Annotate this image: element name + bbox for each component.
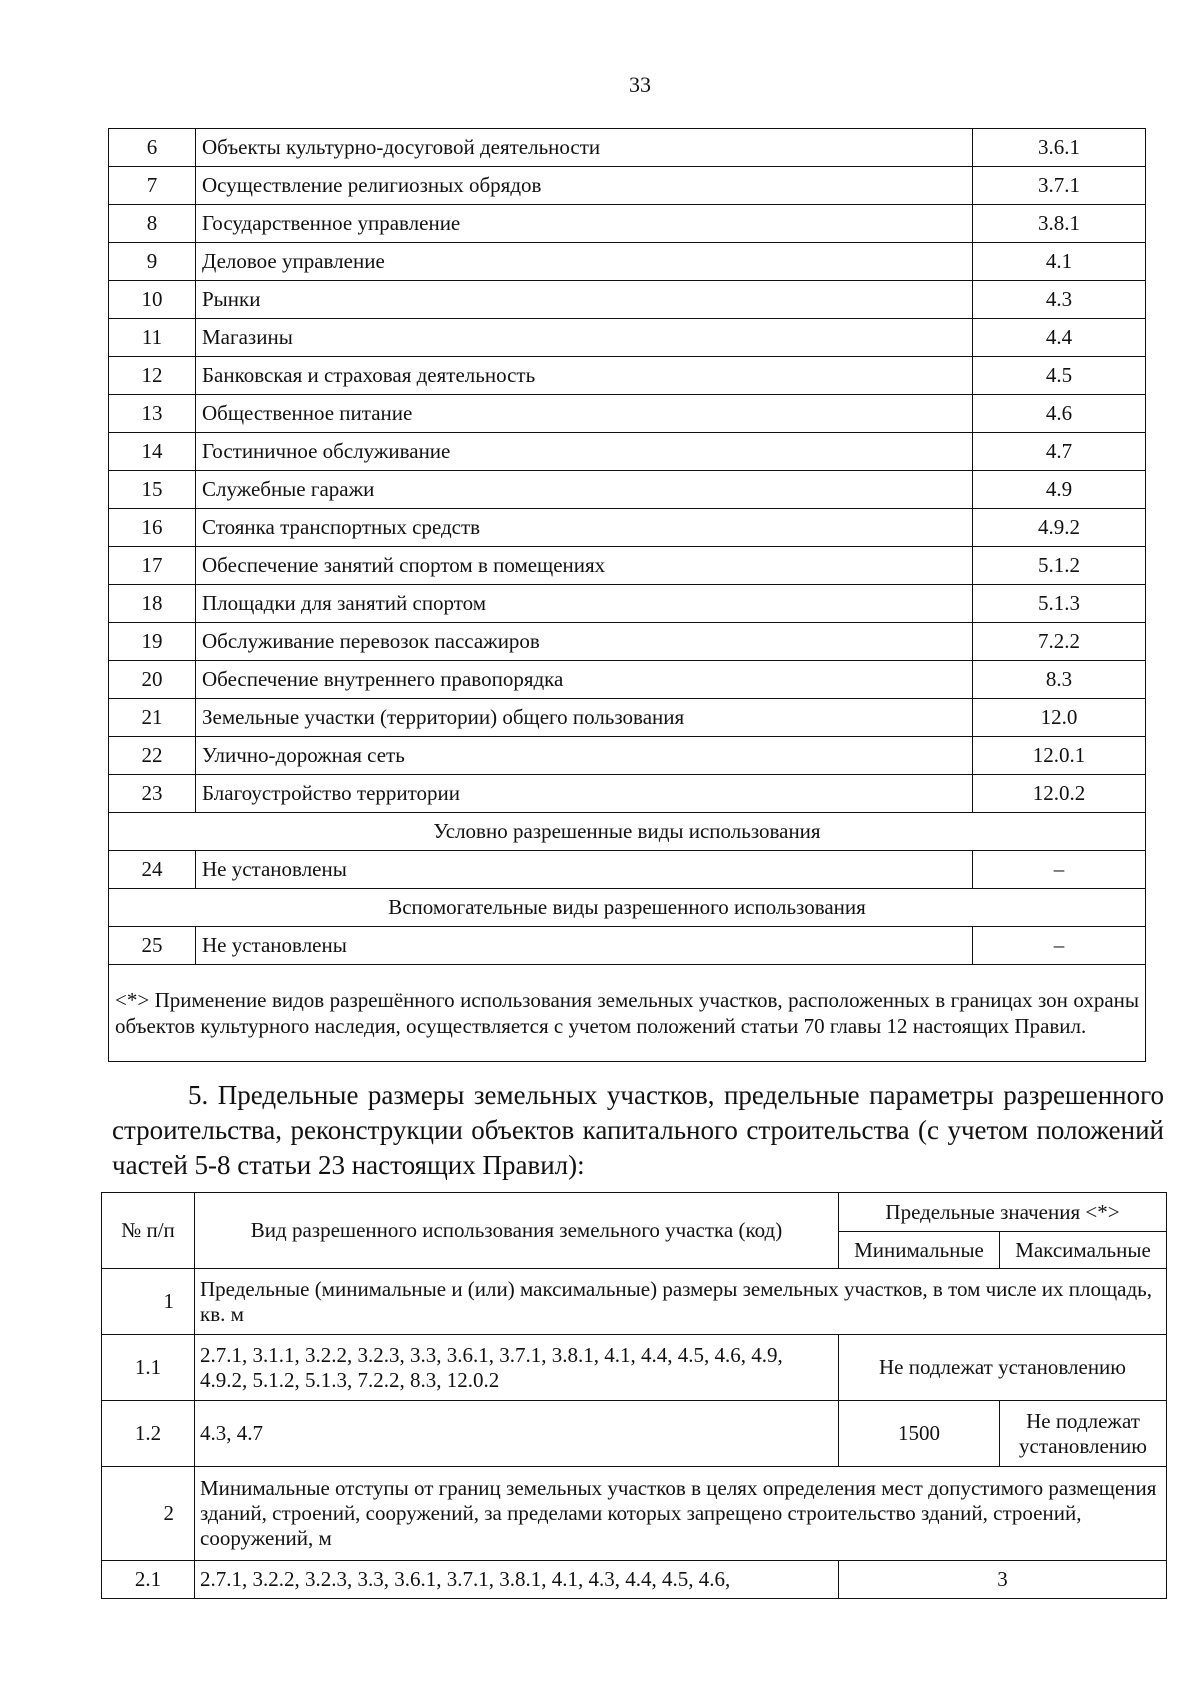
table-row bbox=[102, 1467, 1167, 1561]
row-max: Не подлежат установлению bbox=[1000, 1401, 1167, 1467]
table-row bbox=[109, 509, 1146, 547]
table-row bbox=[102, 1335, 1167, 1401]
use-name: Гостиничное обслуживание bbox=[196, 433, 973, 471]
header-min: Минимальные bbox=[839, 1232, 1000, 1269]
row-number: 24 bbox=[109, 851, 196, 889]
table-row bbox=[109, 851, 1146, 889]
use-code: 4.9.2 bbox=[973, 509, 1146, 547]
table-row bbox=[109, 699, 1146, 737]
footnote-row bbox=[109, 965, 1146, 1062]
row-number: 19 bbox=[109, 623, 196, 661]
use-name: Обеспечение занятий спортом в помещениях bbox=[196, 547, 973, 585]
row-min: 1500 bbox=[839, 1401, 1000, 1467]
header-max: Максимальные bbox=[1000, 1232, 1167, 1269]
use-name: Осуществление религиозных обрядов bbox=[196, 167, 973, 205]
row-value: Не подлежат установлению bbox=[839, 1335, 1167, 1401]
row-number: 21 bbox=[109, 699, 196, 737]
row-number: 1.2 bbox=[102, 1401, 195, 1467]
use-code: 4.3 bbox=[973, 281, 1146, 319]
use-code: 4.9 bbox=[973, 471, 1146, 509]
use-code: 5.1.3 bbox=[973, 585, 1146, 623]
section-row-auxiliary bbox=[109, 889, 1146, 927]
use-name: Рынки bbox=[196, 281, 973, 319]
table-row bbox=[109, 775, 1146, 813]
use-name: Не установлены bbox=[196, 851, 973, 889]
use-code: 12.0 bbox=[973, 699, 1146, 737]
row-number: 9 bbox=[109, 243, 196, 281]
use-name: Не установлены bbox=[196, 927, 973, 965]
use-code: – bbox=[973, 927, 1146, 965]
table-row bbox=[109, 167, 1146, 205]
page-number: 33 bbox=[629, 72, 651, 97]
row-number: 7 bbox=[109, 167, 196, 205]
use-name: Объекты культурно-досуговой деятельности bbox=[196, 129, 973, 167]
header-kind: Вид разрешенного использования земельного участка (код) bbox=[195, 1193, 839, 1269]
table-row bbox=[109, 319, 1146, 357]
row-number: 18 bbox=[109, 585, 196, 623]
use-code: 3.7.1 bbox=[973, 167, 1146, 205]
table-row bbox=[102, 1401, 1167, 1467]
table-row bbox=[109, 395, 1146, 433]
limits-table bbox=[101, 1192, 1167, 1599]
section-header: Условно разрешенные виды использования bbox=[109, 813, 1146, 851]
table-row bbox=[109, 129, 1146, 167]
use-name: Банковская и страховая деятельность bbox=[196, 357, 973, 395]
table-row bbox=[109, 471, 1146, 509]
row-number: 16 bbox=[109, 509, 196, 547]
row-number: 1.1 bbox=[102, 1335, 195, 1401]
row-number: 2 bbox=[102, 1467, 195, 1561]
use-code: 12.0.1 bbox=[973, 737, 1146, 775]
row-number: 15 bbox=[109, 471, 196, 509]
row-value: 3 bbox=[839, 1561, 1167, 1599]
permitted-uses-table bbox=[108, 128, 1146, 1062]
use-name: Земельные участки (территории) общего пользования bbox=[196, 699, 973, 737]
use-name: Общественное питание bbox=[196, 395, 973, 433]
table-row bbox=[109, 661, 1146, 699]
use-code: 4.4 bbox=[973, 319, 1146, 357]
use-code: 4.6 bbox=[973, 395, 1146, 433]
row-number: 23 bbox=[109, 775, 196, 813]
table-row bbox=[109, 623, 1146, 661]
use-code: 4.1 bbox=[973, 243, 1146, 281]
use-name: Площадки для занятий спортом bbox=[196, 585, 973, 623]
use-name: Благоустройство территории bbox=[196, 775, 973, 813]
row-number: 22 bbox=[109, 737, 196, 775]
table-row bbox=[102, 1269, 1167, 1335]
use-name: Улично-дорожная сеть bbox=[196, 737, 973, 775]
paragraph-text: 5. Предельные размеры земельных участков, предельные параметры разрешенного строительства, реконструкции объектов капитального строительства (с учетом положений частей 5-8 статьи 23 настоящих Правил): bbox=[112, 1080, 1164, 1180]
use-name: Обслуживание перевозок пассажиров bbox=[196, 623, 973, 661]
row-codes: 2.7.1, 3.1.1, 3.2.2, 3.2.3, 3.3, 3.6.1, 3.7.1, 3.8.1, 4.1, 4.4, 4.5, 4.6, 4.9, 4.9.2, 5.1.2, 5.1.3, 7.2.2, 8.3, 12.0.2 bbox=[195, 1335, 839, 1401]
row-number: 14 bbox=[109, 433, 196, 471]
row-number: 1 bbox=[102, 1269, 195, 1335]
table-row bbox=[109, 281, 1146, 319]
use-code: 4.5 bbox=[973, 357, 1146, 395]
use-code: 3.6.1 bbox=[973, 129, 1146, 167]
row-number: 25 bbox=[109, 927, 196, 965]
table-row bbox=[109, 433, 1146, 471]
table-row bbox=[109, 205, 1146, 243]
use-code: 5.1.2 bbox=[973, 547, 1146, 585]
table-row bbox=[109, 547, 1146, 585]
row-number: 6 bbox=[109, 129, 196, 167]
table-row bbox=[109, 927, 1146, 965]
row-number: 13 bbox=[109, 395, 196, 433]
row-number: 20 bbox=[109, 661, 196, 699]
table-row bbox=[102, 1561, 1167, 1599]
use-name: Обеспечение внутреннего правопорядка bbox=[196, 661, 973, 699]
use-name: Государственное управление bbox=[196, 205, 973, 243]
header-row bbox=[102, 1193, 1167, 1232]
header-num: № п/п bbox=[102, 1193, 195, 1269]
use-name: Служебные гаражи bbox=[196, 471, 973, 509]
use-code: 4.7 bbox=[973, 433, 1146, 471]
use-name: Стоянка транспортных средств bbox=[196, 509, 973, 547]
table-row bbox=[109, 737, 1146, 775]
row-codes: 2.7.1, 3.2.2, 3.2.3, 3.3, 3.6.1, 3.7.1, 3.8.1, 4.1, 4.3, 4.4, 4.5, 4.6, bbox=[195, 1561, 839, 1599]
row-text: Предельные (минимальные и (или) максимальные) размеры земельных участков, в том числе их площадь, кв. м bbox=[195, 1269, 1167, 1335]
use-code: 3.8.1 bbox=[973, 205, 1146, 243]
row-number: 8 bbox=[109, 205, 196, 243]
row-number: 17 bbox=[109, 547, 196, 585]
use-name: Магазины bbox=[196, 319, 973, 357]
use-code: 7.2.2 bbox=[973, 623, 1146, 661]
footnote: <*> Применение видов разрешённого использования земельных участков, расположенных в границах зон охраны объектов культурного наследия, осуществляется с учетом положений статьи 70 главы 12 настоящих Правил. bbox=[109, 965, 1146, 1062]
use-name: Деловое управление bbox=[196, 243, 973, 281]
section-row-conditional bbox=[109, 813, 1146, 851]
row-number: 11 bbox=[109, 319, 196, 357]
row-number: 12 bbox=[109, 357, 196, 395]
table-row bbox=[109, 243, 1146, 281]
section-header: Вспомогательные виды разрешенного использования bbox=[109, 889, 1146, 927]
use-code: – bbox=[973, 851, 1146, 889]
use-code: 8.3 bbox=[973, 661, 1146, 699]
table-row bbox=[109, 357, 1146, 395]
row-text: Минимальные отступы от границ земельных участков в целях определения мест допустимого размещения зданий, строений, сооружений, за пределами которых запрещено строительство зданий, строений, сооружений, м bbox=[195, 1467, 1167, 1561]
row-number: 10 bbox=[109, 281, 196, 319]
section-5-paragraph bbox=[112, 1078, 1164, 1183]
table-row bbox=[109, 585, 1146, 623]
use-code: 12.0.2 bbox=[973, 775, 1146, 813]
row-codes: 4.3, 4.7 bbox=[195, 1401, 839, 1467]
header-limits: Предельные значения <*> bbox=[839, 1193, 1167, 1232]
row-number: 2.1 bbox=[102, 1561, 195, 1599]
